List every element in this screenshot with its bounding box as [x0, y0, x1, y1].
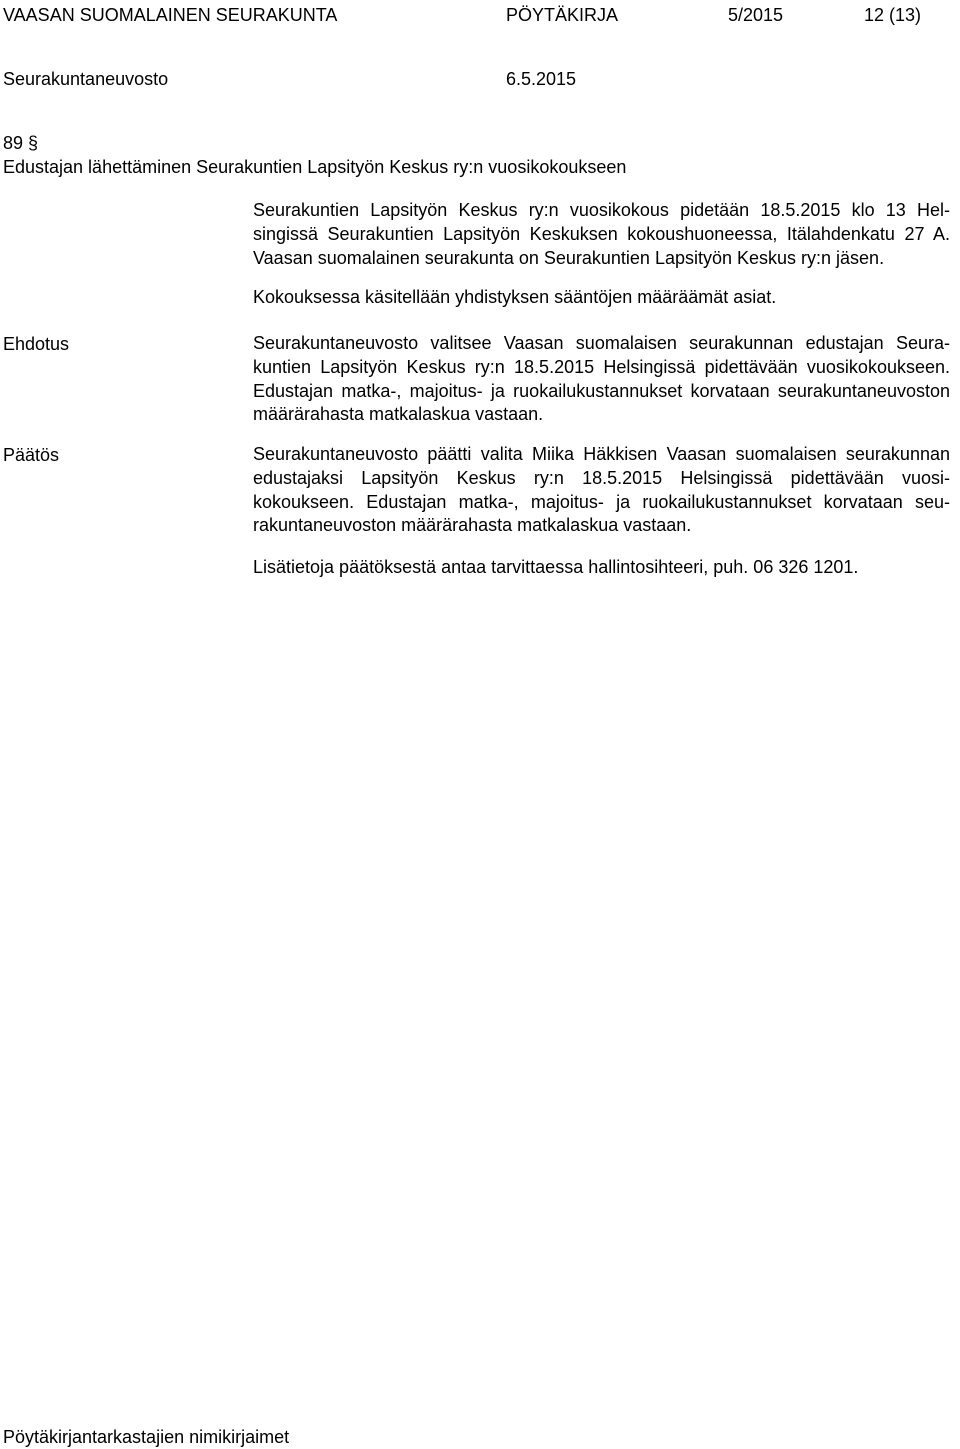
header-date: 6.5.2015: [506, 69, 577, 89]
decision-label: Päätös: [3, 445, 60, 465]
header-page-number: 12 (13): [864, 5, 922, 25]
section-title: Edustajan lähettäminen Seurakuntien Lapsityön Keskus ry:n vuosikokoukseen: [3, 157, 627, 177]
section-number: 89: [3, 133, 24, 153]
header-organization: VAASAN SUOMALAINEN SEURAKUNTA: [3, 5, 338, 25]
proposal-text: Seurakuntaneuvosto valitsee Vaasan suomalaisen seurakunnan edustajan Seurakuntien Lapsityön Keskus ry:n 18.5.2015 Helsingissä pidettävään vuosikokoukseen. Edustajan matka-, majoitus- ja ruokailukustannukset korvataan seurakuntaneuvoston määrärahasta matkalaskua vastaan.: [253, 333, 950, 425]
intro-paragraph-2: Kokouksessa käsitellään yhdistyksen sääntöjen määräämät asiat.: [253, 287, 777, 307]
proposal-label: Ehdotus: [3, 334, 70, 354]
footer-signatures-label: Pöytäkirjantarkastajien nimikirjaimet: [3, 1427, 290, 1447]
intro-paragraph-1: Seurakuntien Lapsityön Keskus ry:n vuosikokous pidetään 18.5.2015 klo 13 Helsingissä Seurakuntien Lapsityön Keskuksen kokoushuoneessa, Itälahdenkatu 27 A. Vaasan suomalainen seurakunta on Seurakuntien Lapsityön Keskus ry:n jäsen.: [253, 200, 950, 268]
decision-text: Seurakuntaneuvosto päätti valita Miika Häkkisen Vaasan suomalaisen seurakunnan edustajaksi Lapsityön Keskus ry:n 18.5.2015 Helsingissä pidettävään vuosikokoukseen. Edustajan matka-, majoitus- ja ruokailukustannukset korvataan seurakuntaneuvoston määrärahasta matkalaskua vastaan.: [253, 444, 950, 536]
header-doc-number: 5/2015: [728, 5, 784, 25]
header-body-name: Seurakuntaneuvosto: [3, 69, 169, 89]
section-number-line: [3, 131, 38, 155]
section-symbol: §: [28, 133, 39, 153]
header-doc-type: PÖYTÄKIRJA: [506, 5, 619, 25]
more-info-text: Lisätietoja päätöksestä antaa tarvittaessa hallintosihteeri, puh. 06 326 1201.: [253, 557, 859, 577]
